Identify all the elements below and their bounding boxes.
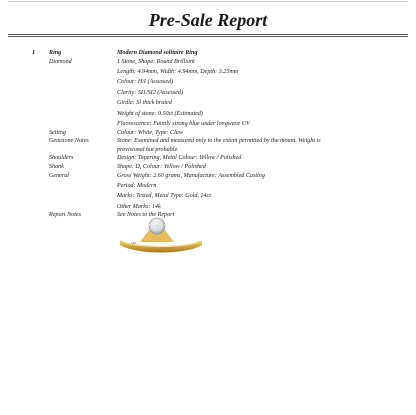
row-label: Shoulders	[49, 155, 74, 162]
page-title: Pre-Sale Report	[148, 10, 268, 30]
row-label: General	[49, 172, 69, 179]
diamond-fluorescence: Fluorescence: Faintly strong blue under longwave UV	[117, 120, 250, 127]
claw	[147, 224, 149, 231]
row-report-notes	[49, 211, 389, 220]
gemstone-notes-line: provisional but probable.	[117, 146, 179, 153]
claw	[165, 224, 167, 231]
report-notes-value: See Notes to the Report	[117, 212, 175, 219]
ring-photo	[116, 215, 206, 261]
row-shoulders	[49, 154, 389, 163]
hallmark-stamp: 14K	[131, 241, 137, 245]
diamond-dimensions: Length: 4.94mm, Width: 4.94mm, Depth: 3.25mm	[117, 68, 239, 75]
general-marks: Marks: Tested, Metal Type: Gold, 14ct	[117, 193, 211, 200]
row-diamond	[49, 58, 389, 129]
diamond-colour: Colour: H/I (Assessed)	[117, 79, 174, 86]
setting-value: Colour: White, Type: Claw	[117, 129, 183, 136]
diamond-girdle: Girdle: Sl thick bruted	[117, 100, 172, 107]
shank-value: Shape: D, Colour: Yellow / Polished	[117, 163, 206, 170]
title-rule	[8, 34, 408, 35]
gemstone-notes-line: Stone: Examined and measured only to the extent permitted by the mount. Weight is	[117, 138, 321, 145]
item-description: Modern Diamond solitaire Ring	[117, 50, 198, 56]
row-label: Setting	[49, 129, 66, 136]
title-rule-double	[8, 36, 408, 37]
row-label: Diamond	[49, 58, 72, 65]
shoulders-value: Design: Tapering, Metal Colour: Yellow / Polished	[117, 155, 242, 162]
general-weight: Gross Weight: 2.60 grams, Manufacture: Assembled Casting	[117, 172, 265, 179]
row-label: Gemstone Notes	[49, 138, 89, 145]
diamond-weight: Weight of stone: 0.50ct (Estimated)	[117, 110, 203, 117]
diamond-clarity: Clarity: SI1/SI2 (Assessed)	[117, 89, 184, 96]
row-label: Shank	[49, 163, 64, 170]
diamond-shape: 1 Stone, Shape: Round Brilliant	[117, 58, 195, 65]
row-setting	[49, 129, 389, 138]
lot-number: 1	[32, 49, 36, 56]
report-table	[49, 49, 389, 220]
item-heading-row	[49, 49, 389, 58]
general-other-marks: Other Marks: 14k	[117, 203, 161, 210]
row-shank	[49, 163, 389, 172]
top-border-line	[8, 1, 408, 2]
row-label: Report Notes	[49, 212, 81, 219]
item-label: Ring	[49, 50, 62, 56]
row-general	[49, 172, 389, 212]
general-period: Period: Modern	[117, 182, 157, 189]
row-gemstone-notes	[49, 137, 389, 154]
